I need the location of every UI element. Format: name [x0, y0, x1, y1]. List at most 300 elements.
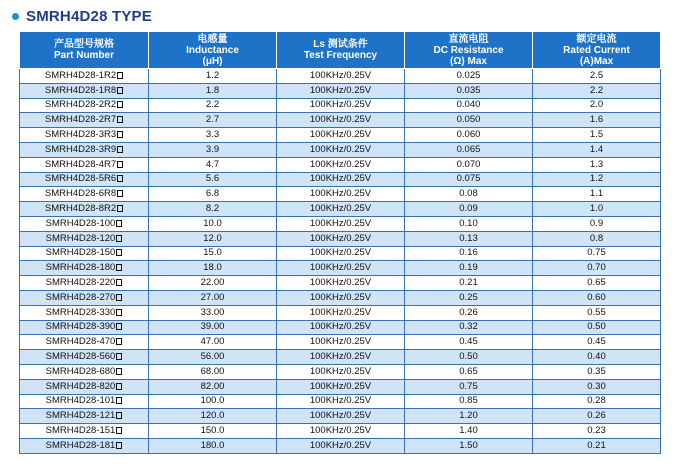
table-row [20, 187, 661, 202]
placeholder-box-icon [116, 368, 122, 375]
cell-part-number-text: SMRH4D28-150 [45, 247, 116, 259]
cell-dc-resistance [405, 157, 533, 172]
cell-dc-resistance-text: 0.09 [459, 203, 478, 215]
cell-inductance-text: 27.00 [200, 291, 225, 303]
table-body [20, 69, 661, 454]
cell-rated-current [533, 69, 661, 84]
cell-test-frequency-text: 100KHz/0.25V [309, 217, 372, 229]
cell-dc-resistance-text: 0.21 [459, 277, 478, 289]
cell-part-number [20, 409, 149, 424]
cell-dc-resistance [405, 69, 533, 84]
cell-inductance [149, 98, 277, 113]
cell-test-frequency-text: 100KHz/0.25V [309, 380, 372, 392]
cell-part-number-text: SMRH4D28-2R2 [44, 99, 117, 111]
cell-test-frequency [277, 379, 405, 394]
placeholder-box-icon [116, 353, 122, 360]
cell-rated-current [533, 290, 661, 305]
cell-dc-resistance-text: 0.19 [459, 262, 478, 274]
cell-dc-resistance [405, 142, 533, 157]
cell-part-number [20, 261, 149, 276]
cell-test-frequency [277, 98, 405, 113]
cell-part-number [20, 320, 149, 335]
cell-rated-current [533, 350, 661, 365]
cell-inductance-text: 47.00 [200, 336, 225, 348]
cell-rated-current [533, 261, 661, 276]
cell-inductance [149, 246, 277, 261]
cell-test-frequency-text: 100KHz/0.25V [309, 336, 372, 348]
cell-test-frequency [277, 69, 405, 84]
cell-inductance-text: 56.00 [200, 351, 225, 363]
cell-part-number [20, 216, 149, 231]
cell-part-number-text: SMRH4D28-2R7 [44, 114, 117, 126]
page-title: SMRH4D28 TYPE [26, 7, 152, 25]
table-row [20, 98, 661, 113]
cell-part-number [20, 305, 149, 320]
cell-part-number [20, 202, 149, 217]
cell-rated-current-text: 2.5 [589, 69, 604, 81]
cell-inductance [149, 128, 277, 143]
cell-part-number-text: SMRH4D28-121 [45, 410, 116, 422]
cell-dc-resistance [405, 276, 533, 291]
table-row [20, 142, 661, 157]
table-row [20, 276, 661, 291]
cell-part-number-text: SMRH4D28-1R2 [44, 69, 117, 81]
cell-test-frequency-text: 100KHz/0.25V [309, 306, 372, 318]
header-label-zh: 电感量 [197, 33, 228, 45]
cell-dc-resistance [405, 394, 533, 409]
cell-rated-current-text: 0.70 [587, 262, 606, 274]
cell-test-frequency [277, 290, 405, 305]
cell-dc-resistance [405, 424, 533, 439]
cell-test-frequency-text: 100KHz/0.25V [309, 129, 372, 141]
placeholder-box-icon [117, 161, 123, 168]
cell-dc-resistance-text: 0.070 [456, 158, 481, 170]
placeholder-box-icon [116, 249, 122, 256]
header-label-unit: (μH) [202, 55, 223, 67]
cell-part-number-text: SMRH4D28-820 [45, 380, 116, 392]
cell-test-frequency-text: 100KHz/0.25V [309, 173, 372, 185]
cell-inductance-text: 150.0 [200, 425, 225, 437]
cell-inductance [149, 83, 277, 98]
placeholder-box-icon [116, 279, 122, 286]
cell-test-frequency [277, 320, 405, 335]
cell-test-frequency [277, 157, 405, 172]
table-row [20, 409, 661, 424]
table-row [20, 231, 661, 246]
cell-test-frequency-text: 100KHz/0.25V [309, 262, 372, 274]
cell-inductance-text: 33.00 [200, 306, 225, 318]
cell-inductance-text: 120.0 [200, 410, 225, 422]
cell-rated-current-text: 0.21 [587, 439, 606, 451]
cell-test-frequency-text: 100KHz/0.25V [309, 321, 372, 333]
cell-test-frequency [277, 261, 405, 276]
cell-part-number-text: SMRH4D28-6R8 [44, 188, 117, 200]
table-row [20, 320, 661, 335]
cell-test-frequency-text: 100KHz/0.25V [309, 232, 372, 244]
cell-inductance [149, 379, 277, 394]
cell-rated-current [533, 172, 661, 187]
cell-part-number-text: SMRH4D28-470 [45, 336, 116, 348]
cell-dc-resistance [405, 320, 533, 335]
cell-rated-current-text: 0.45 [587, 336, 606, 348]
cell-rated-current-text: 1.3 [589, 158, 604, 170]
cell-part-number [20, 187, 149, 202]
cell-dc-resistance-text: 0.060 [456, 129, 481, 141]
header-label-en: Part Number [53, 50, 114, 61]
cell-rated-current [533, 424, 661, 439]
cell-test-frequency [277, 335, 405, 350]
cell-test-frequency [277, 113, 405, 128]
cell-inductance [149, 350, 277, 365]
cell-dc-resistance-text: 0.25 [459, 291, 478, 303]
cell-dc-resistance [405, 83, 533, 98]
cell-test-frequency [277, 231, 405, 246]
cell-rated-current-text: 1.5 [589, 129, 604, 141]
cell-inductance-text: 5.6 [205, 173, 220, 185]
cell-test-frequency [277, 424, 405, 439]
placeholder-box-icon [116, 442, 122, 449]
placeholder-box-icon [116, 397, 122, 404]
cell-part-number [20, 157, 149, 172]
table-row [20, 438, 661, 453]
cell-part-number-text: SMRH4D28-4R7 [44, 158, 117, 170]
placeholder-box-icon [117, 72, 123, 79]
cell-test-frequency [277, 142, 405, 157]
cell-inductance [149, 305, 277, 320]
cell-inductance [149, 364, 277, 379]
cell-rated-current [533, 335, 661, 350]
placeholder-box-icon [116, 338, 122, 345]
cell-inductance-text: 3.9 [205, 143, 220, 155]
cell-dc-resistance [405, 261, 533, 276]
cell-rated-current-text: 2.2 [589, 84, 604, 96]
table-row [20, 69, 661, 84]
header-dc-resistance [405, 32, 533, 69]
cell-rated-current-text: 1.2 [589, 173, 604, 185]
cell-test-frequency-text: 100KHz/0.25V [309, 188, 372, 200]
table-row [20, 305, 661, 320]
cell-dc-resistance [405, 350, 533, 365]
cell-rated-current [533, 128, 661, 143]
cell-dc-resistance-text: 1.50 [459, 439, 478, 451]
cell-dc-resistance [405, 438, 533, 453]
header-label-zh: 额定电流 [576, 33, 617, 45]
cell-rated-current [533, 142, 661, 157]
cell-part-number-text: SMRH4D28-3R3 [44, 129, 117, 141]
placeholder-box-icon [117, 175, 123, 182]
cell-dc-resistance-text: 0.075 [456, 173, 481, 185]
cell-rated-current [533, 276, 661, 291]
cell-inductance-text: 3.3 [205, 129, 220, 141]
bullet-icon [12, 13, 19, 20]
cell-test-frequency [277, 83, 405, 98]
cell-inductance-text: 100.0 [200, 395, 225, 407]
cell-dc-resistance [405, 379, 533, 394]
cell-dc-resistance [405, 216, 533, 231]
cell-dc-resistance [405, 172, 533, 187]
cell-rated-current-text: 0.30 [587, 380, 606, 392]
table-row [20, 246, 661, 261]
cell-rated-current [533, 83, 661, 98]
table-header [20, 32, 661, 69]
cell-dc-resistance-text: 0.45 [459, 336, 478, 348]
cell-inductance [149, 424, 277, 439]
cell-test-frequency [277, 409, 405, 424]
cell-dc-resistance [405, 305, 533, 320]
cell-rated-current [533, 320, 661, 335]
cell-rated-current-text: 0.23 [587, 425, 606, 437]
cell-inductance [149, 335, 277, 350]
cell-test-frequency-text: 100KHz/0.25V [309, 99, 372, 111]
cell-part-number-text: SMRH4D28-8R2 [44, 203, 117, 215]
header-label-zh: Ls 测试条件 [313, 39, 368, 50]
cell-dc-resistance [405, 290, 533, 305]
cell-inductance-text: 39.00 [200, 321, 225, 333]
table-row [20, 350, 661, 365]
cell-dc-resistance [405, 202, 533, 217]
cell-part-number-text: SMRH4D28-101 [45, 395, 116, 407]
table-row [20, 157, 661, 172]
cell-rated-current [533, 438, 661, 453]
cell-inductance [149, 438, 277, 453]
placeholder-box-icon [116, 412, 122, 419]
cell-inductance [149, 216, 277, 231]
cell-part-number-text: SMRH4D28-120 [45, 232, 116, 244]
cell-dc-resistance [405, 409, 533, 424]
placeholder-box-icon [117, 205, 123, 212]
cell-part-number-text: SMRH4D28-5R6 [44, 173, 117, 185]
placeholder-box-icon [116, 309, 122, 316]
placeholder-box-icon [117, 190, 123, 197]
cell-inductance [149, 187, 277, 202]
cell-part-number [20, 246, 149, 261]
cell-rated-current [533, 231, 661, 246]
cell-rated-current [533, 98, 661, 113]
placeholder-box-icon [117, 146, 123, 153]
cell-part-number [20, 276, 149, 291]
cell-test-frequency-text: 100KHz/0.25V [309, 114, 372, 126]
header-label-en: Rated Current [563, 44, 630, 56]
cell-dc-resistance-text: 0.85 [459, 395, 478, 407]
cell-part-number [20, 69, 149, 84]
cell-dc-resistance-text: 0.10 [459, 217, 478, 229]
cell-test-frequency-text: 100KHz/0.25V [309, 84, 372, 96]
cell-test-frequency [277, 305, 405, 320]
cell-rated-current-text: 0.8 [589, 232, 604, 244]
table-row [20, 202, 661, 217]
cell-part-number [20, 394, 149, 409]
cell-rated-current-text: 1.1 [589, 188, 604, 200]
placeholder-box-icon [117, 116, 123, 123]
cell-dc-resistance [405, 113, 533, 128]
cell-test-frequency-text: 100KHz/0.25V [309, 203, 372, 215]
cell-inductance-text: 2.2 [205, 99, 220, 111]
cell-inductance [149, 394, 277, 409]
table-row [20, 379, 661, 394]
cell-dc-resistance-text: 0.50 [459, 351, 478, 363]
header-test-frequency [277, 32, 405, 69]
cell-inductance-text: 1.8 [205, 84, 220, 96]
cell-part-number-text: SMRH4D28-181 [45, 439, 116, 451]
cell-inductance-text: 22.00 [200, 277, 225, 289]
cell-part-number [20, 172, 149, 187]
header-label-en: Inductance [186, 44, 239, 56]
cell-rated-current [533, 305, 661, 320]
cell-part-number-text: SMRH4D28-151 [45, 425, 116, 437]
cell-part-number-text: SMRH4D28-3R9 [44, 143, 117, 155]
cell-part-number [20, 142, 149, 157]
cell-part-number [20, 113, 149, 128]
cell-part-number [20, 424, 149, 439]
cell-rated-current-text: 1.4 [589, 143, 604, 155]
cell-dc-resistance [405, 128, 533, 143]
cell-test-frequency-text: 100KHz/0.25V [309, 439, 372, 451]
cell-dc-resistance-text: 0.32 [459, 321, 478, 333]
cell-dc-resistance [405, 98, 533, 113]
cell-test-frequency [277, 187, 405, 202]
cell-dc-resistance-text: 0.13 [459, 232, 478, 244]
cell-part-number [20, 335, 149, 350]
cell-dc-resistance-text: 0.08 [459, 188, 478, 200]
cell-rated-current-text: 2.0 [589, 99, 604, 111]
cell-part-number [20, 438, 149, 453]
cell-rated-current [533, 409, 661, 424]
cell-rated-current-text: 0.9 [589, 217, 604, 229]
table-row [20, 113, 661, 128]
table-row [20, 424, 661, 439]
cell-dc-resistance [405, 335, 533, 350]
cell-inductance [149, 142, 277, 157]
cell-test-frequency-text: 100KHz/0.25V [309, 69, 372, 81]
cell-inductance [149, 276, 277, 291]
cell-inductance-text: 10.0 [203, 217, 222, 229]
cell-inductance-text: 68.00 [200, 365, 225, 377]
cell-dc-resistance-text: 1.40 [459, 425, 478, 437]
cell-dc-resistance-text: 0.035 [456, 84, 481, 96]
cell-test-frequency-text: 100KHz/0.25V [309, 247, 372, 259]
cell-rated-current-text: 1.0 [589, 203, 604, 215]
header-label-en: Test Frequency [303, 50, 378, 61]
table-row [20, 83, 661, 98]
cell-part-number [20, 364, 149, 379]
cell-dc-resistance-text: 1.20 [459, 410, 478, 422]
cell-inductance [149, 409, 277, 424]
table-row [20, 261, 661, 276]
placeholder-box-icon [116, 323, 122, 330]
cell-inductance [149, 231, 277, 246]
cell-rated-current-text: 1.6 [589, 114, 604, 126]
cell-inductance [149, 113, 277, 128]
cell-rated-current [533, 202, 661, 217]
cell-part-number [20, 290, 149, 305]
cell-test-frequency-text: 100KHz/0.25V [309, 410, 372, 422]
cell-dc-resistance-text: 0.16 [459, 247, 478, 259]
cell-dc-resistance-text: 0.040 [456, 99, 481, 111]
cell-test-frequency [277, 394, 405, 409]
cell-rated-current-text: 0.28 [587, 395, 606, 407]
placeholder-box-icon [116, 235, 122, 242]
cell-test-frequency-text: 100KHz/0.25V [309, 351, 372, 363]
placeholder-box-icon [117, 101, 123, 108]
cell-dc-resistance-text: 0.050 [456, 114, 481, 126]
cell-rated-current-text: 0.50 [587, 321, 606, 333]
cell-test-frequency-text: 100KHz/0.25V [309, 291, 372, 303]
cell-part-number [20, 128, 149, 143]
placeholder-box-icon [116, 220, 122, 227]
placeholder-box-icon [117, 131, 123, 138]
cell-test-frequency [277, 128, 405, 143]
spec-table [19, 31, 661, 454]
placeholder-box-icon [117, 87, 123, 94]
table-row [20, 335, 661, 350]
cell-part-number [20, 231, 149, 246]
cell-test-frequency [277, 276, 405, 291]
cell-rated-current-text: 0.35 [587, 365, 606, 377]
cell-dc-resistance [405, 364, 533, 379]
cell-dc-resistance-text: 0.025 [456, 69, 481, 81]
cell-inductance [149, 69, 277, 84]
table-row [20, 394, 661, 409]
cell-dc-resistance-text: 0.065 [456, 143, 481, 155]
cell-dc-resistance [405, 246, 533, 261]
cell-inductance [149, 261, 277, 276]
header-inductance [149, 32, 277, 69]
cell-rated-current-text: 0.55 [587, 306, 606, 318]
cell-test-frequency [277, 438, 405, 453]
cell-dc-resistance [405, 187, 533, 202]
cell-inductance-text: 1.2 [205, 69, 220, 81]
cell-test-frequency [277, 172, 405, 187]
cell-part-number [20, 379, 149, 394]
cell-dc-resistance [405, 231, 533, 246]
cell-test-frequency-text: 100KHz/0.25V [309, 277, 372, 289]
header-part-number [20, 32, 149, 69]
placeholder-box-icon [116, 264, 122, 271]
cell-part-number [20, 350, 149, 365]
cell-test-frequency [277, 202, 405, 217]
cell-test-frequency-text: 100KHz/0.25V [309, 395, 372, 407]
cell-rated-current-text: 0.65 [587, 277, 606, 289]
cell-test-frequency-text: 100KHz/0.25V [309, 143, 372, 155]
cell-inductance-text: 4.7 [205, 158, 220, 170]
cell-inductance-text: 2.7 [205, 114, 220, 126]
cell-part-number-text: SMRH4D28-390 [45, 321, 116, 333]
cell-rated-current [533, 379, 661, 394]
cell-rated-current [533, 364, 661, 379]
cell-inductance-text: 82.00 [200, 380, 225, 392]
cell-test-frequency [277, 216, 405, 231]
cell-inductance-text: 12.0 [203, 232, 222, 244]
cell-part-number [20, 83, 149, 98]
header-label-zh: 直流电阻 [448, 33, 489, 45]
cell-part-number-text: SMRH4D28-560 [45, 351, 116, 363]
cell-part-number [20, 98, 149, 113]
cell-part-number-text: SMRH4D28-180 [45, 262, 116, 274]
cell-inductance-text: 6.8 [205, 188, 220, 200]
header-label-en: DC Resistance [433, 44, 504, 56]
cell-rated-current [533, 394, 661, 409]
cell-dc-resistance-text: 0.26 [459, 306, 478, 318]
title-row [12, 6, 152, 26]
cell-inductance-text: 8.2 [205, 203, 220, 215]
cell-rated-current [533, 187, 661, 202]
placeholder-box-icon [116, 294, 122, 301]
cell-inductance [149, 290, 277, 305]
cell-inductance [149, 172, 277, 187]
cell-inductance-text: 18.0 [203, 262, 222, 274]
table-row [20, 128, 661, 143]
cell-rated-current [533, 157, 661, 172]
